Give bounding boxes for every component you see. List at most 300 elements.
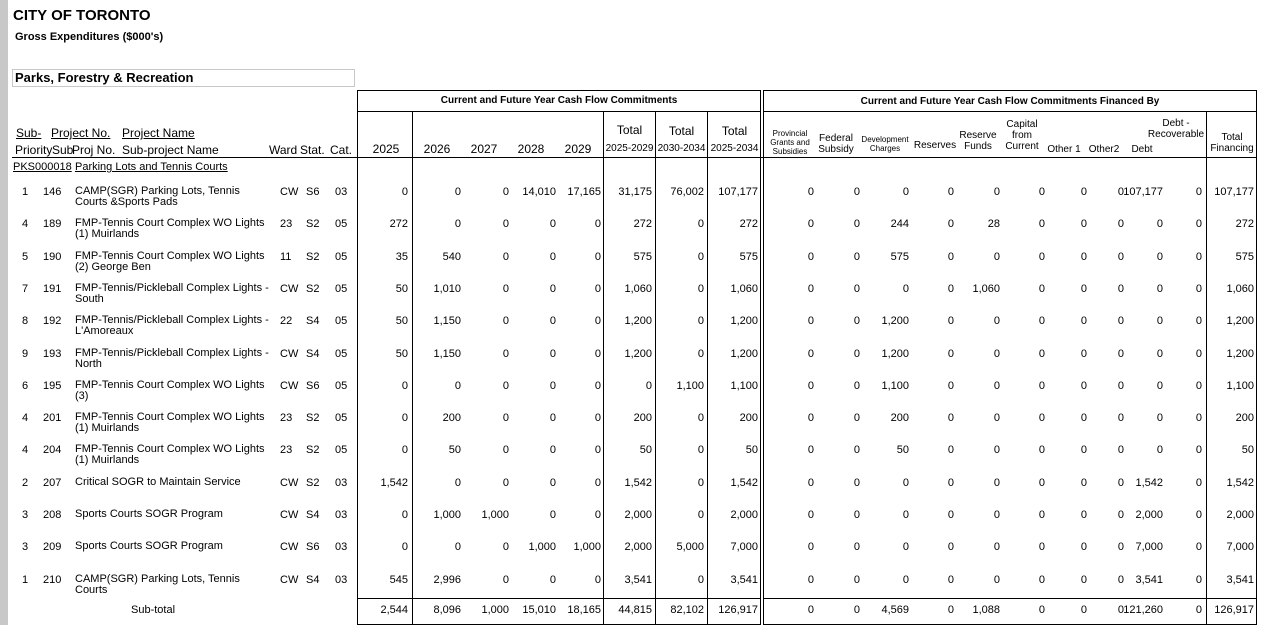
table-row xyxy=(0,444,1280,476)
debt-cell: 0 xyxy=(1156,412,1163,425)
total-2030-2034-cell: 76,002 xyxy=(670,186,704,198)
subproject-name-cell: FMP-Tennis Court Complex WO Lights (2) George Ben xyxy=(75,249,265,273)
total-2025-2029-cell: 1,200 xyxy=(624,315,652,328)
y2025-cell: 0 xyxy=(401,379,408,392)
y2029-cell: 0 xyxy=(594,250,601,263)
provincial-cell: 0 xyxy=(807,315,814,328)
provincial-cell: 0 xyxy=(807,444,814,457)
sub-no-cell: 210 xyxy=(43,573,62,586)
other2-cell: 0 xyxy=(1117,282,1124,295)
other1-cell: 0 xyxy=(1080,509,1087,521)
capital-from-current-cell: 0 xyxy=(1038,573,1045,586)
total-financing-cell: 200 xyxy=(1235,412,1254,425)
other1-cell: 0 xyxy=(1080,444,1087,457)
ward-cell: 11 xyxy=(280,250,292,263)
other2-cell: 0 xyxy=(1117,476,1124,489)
y2026-cell: 200 xyxy=(442,412,461,425)
total-financing-cell: 50 xyxy=(1241,444,1254,457)
cat-header: Cat. xyxy=(330,143,353,157)
reserves-subtotal: 0 xyxy=(947,604,954,616)
total-2025-2029-cell: 50 xyxy=(639,444,652,457)
y2027-cell: 0 xyxy=(502,541,509,554)
federal-cell: 0 xyxy=(853,379,860,392)
capital-from-current-cell: 0 xyxy=(1038,315,1045,328)
development-cell: 0 xyxy=(902,509,909,521)
debt-cell: 0 xyxy=(1156,250,1163,263)
reserve-funds-cell: 0 xyxy=(993,541,1000,554)
capital-from-current-cell: 0 xyxy=(1038,282,1045,295)
y2027-cell: 0 xyxy=(502,412,509,425)
y2028-cell: 0 xyxy=(549,476,556,489)
federal-cell: 0 xyxy=(853,186,860,198)
reserve-funds-subtotal: 1,088 xyxy=(972,604,1000,616)
y2026-subtotal: 8,096 xyxy=(433,604,461,616)
development-cell: 0 xyxy=(902,573,909,586)
capital-from-current-cell: 0 xyxy=(1038,444,1045,457)
y2025-cell: 50 xyxy=(395,282,408,295)
cat-cell: 05 xyxy=(335,250,348,263)
y2025-cell: 50 xyxy=(395,347,408,360)
sub-no-cell: 208 xyxy=(43,509,62,521)
reserve-funds-cell: 0 xyxy=(993,250,1000,263)
stat-cell: S2 xyxy=(306,412,320,425)
y2026-cell: 0 xyxy=(454,476,461,489)
other2-cell: 0 xyxy=(1117,347,1124,360)
federal-subtotal: 0 xyxy=(853,604,860,616)
priority-cell: 5 xyxy=(22,250,29,263)
y2025-cell: 272 xyxy=(389,218,408,231)
reserves-header: Reserves xyxy=(913,140,957,151)
ward-cell: CW xyxy=(280,379,299,392)
reserves-cell: 0 xyxy=(947,476,954,489)
cat-cell: 05 xyxy=(335,444,348,457)
y2028-cell: 1,000 xyxy=(528,541,556,554)
total-2030-2034-cell: 0 xyxy=(697,218,704,231)
sub-col-header: Sub xyxy=(52,143,74,157)
development-cell: 244 xyxy=(890,218,909,231)
reserves-cell: 0 xyxy=(947,541,954,554)
total-financing-cell: 1,200 xyxy=(1226,347,1254,360)
stat-cell: S2 xyxy=(306,282,320,295)
stat-cell: S4 xyxy=(306,315,320,328)
project-no-header: Project No. xyxy=(51,126,111,140)
table-row xyxy=(0,348,1280,380)
other2-cell: 0 xyxy=(1117,186,1124,198)
reserves-cell: 0 xyxy=(947,250,954,263)
y2028-cell: 0 xyxy=(549,444,556,457)
total-financing-cell: 1,100 xyxy=(1226,379,1254,392)
total-2025-2029-cell: 0 xyxy=(645,379,652,392)
federal-cell: 0 xyxy=(853,347,860,360)
federal-cell: 0 xyxy=(853,412,860,425)
federal-cell: 0 xyxy=(853,218,860,231)
debt-recoverable-cell: 0 xyxy=(1195,282,1202,295)
year-2028-header: 2028 xyxy=(517,142,545,156)
table-row xyxy=(0,412,1280,444)
total-2025-2029-cell: 2,000 xyxy=(624,541,652,554)
subproject-name-cell: FMP-Tennis/Pickleball Complex Lights - South xyxy=(75,281,269,305)
y2027-cell: 0 xyxy=(502,573,509,586)
total-2025-2029-cell: 31,175 xyxy=(618,186,652,198)
total-2025-2029-header: Total xyxy=(616,123,643,137)
development-cell: 0 xyxy=(902,282,909,295)
y2028-subtotal: 15,010 xyxy=(522,604,556,616)
table-row xyxy=(0,315,1280,347)
priority-cell: 4 xyxy=(22,444,29,457)
reserves-cell: 0 xyxy=(947,444,954,457)
debt-recoverable-cell: 0 xyxy=(1195,315,1202,328)
stat-cell: S4 xyxy=(306,573,320,586)
priority-cell: 3 xyxy=(22,509,29,521)
ward-cell: CW xyxy=(280,186,299,198)
total-2025-2034-cell: 7,000 xyxy=(730,541,758,554)
y2026-cell: 540 xyxy=(442,250,461,263)
y2028-cell: 0 xyxy=(549,250,556,263)
total-2025-2029-cell: 272 xyxy=(633,218,652,231)
y2025-cell: 0 xyxy=(401,444,408,457)
other1-cell: 0 xyxy=(1080,250,1087,263)
total-2030-2034-cell: 0 xyxy=(697,282,704,295)
reserve-funds-cell: 1,060 xyxy=(972,282,1000,295)
y2027-cell: 0 xyxy=(502,186,509,198)
ward-cell: CW xyxy=(280,347,299,360)
y2026-cell: 1,000 xyxy=(433,509,461,521)
proj-no-header: Proj No. xyxy=(72,143,116,157)
other2-cell: 0 xyxy=(1117,379,1124,392)
reserves-cell: 0 xyxy=(947,186,954,198)
ward-cell: CW xyxy=(280,573,299,586)
table-row xyxy=(0,541,1280,573)
table-row xyxy=(0,380,1280,412)
ward-header: Ward xyxy=(269,143,298,157)
reserves-cell: 0 xyxy=(947,573,954,586)
stat-cell: S4 xyxy=(306,347,320,360)
reserve-funds-header: Reserve Funds xyxy=(959,130,997,152)
table-row xyxy=(0,218,1280,250)
y2029-cell: 0 xyxy=(594,573,601,586)
total-2025-2029-cell: 1,200 xyxy=(624,347,652,360)
other2-cell: 0 xyxy=(1117,250,1124,263)
priority-cell: 1 xyxy=(22,573,29,586)
sub-no-cell: 192 xyxy=(43,315,62,328)
project-name-header: Project Name xyxy=(122,126,195,140)
reserve-funds-cell: 0 xyxy=(993,186,1000,198)
y2026-cell: 0 xyxy=(454,541,461,554)
other1-cell: 0 xyxy=(1080,347,1087,360)
total-2030-2034-cell: 5,000 xyxy=(676,541,704,554)
provincial-cell: 0 xyxy=(807,573,814,586)
development-cell: 575 xyxy=(890,250,909,263)
other1-cell: 0 xyxy=(1080,573,1087,586)
y2029-cell: 0 xyxy=(594,476,601,489)
other2-cell: 0 xyxy=(1117,218,1124,231)
debt-recoverable-cell: 0 xyxy=(1195,186,1202,198)
y2027-cell: 0 xyxy=(502,218,509,231)
reserves-cell: 0 xyxy=(947,315,954,328)
provincial-cell: 0 xyxy=(807,509,814,521)
total-2025-2029-range: 2025-2029 xyxy=(605,143,654,154)
total-2025-2034-cell: 3,541 xyxy=(730,573,758,586)
development-cell: 1,200 xyxy=(881,347,909,360)
y2025-cell: 0 xyxy=(401,186,408,198)
total-2025-2029-cell: 2,000 xyxy=(624,509,652,521)
total-financing-cell: 1,542 xyxy=(1226,476,1254,489)
total-2025-2034-cell: 200 xyxy=(739,412,758,425)
y2026-cell: 0 xyxy=(454,379,461,392)
provincial-cell: 0 xyxy=(807,541,814,554)
development-header: Development Charges xyxy=(861,135,909,153)
provincial-cell: 0 xyxy=(807,250,814,263)
ward-cell: 23 xyxy=(280,444,293,457)
total-2025-2029-cell: 575 xyxy=(633,250,652,263)
capital-from-current-cell: 0 xyxy=(1038,379,1045,392)
stat-cell: S4 xyxy=(306,509,320,521)
project-code: PKS000018 xyxy=(13,161,72,173)
y2026-cell: 0 xyxy=(454,186,461,198)
federal-header: Federal Subsidy xyxy=(818,133,854,155)
total-financing-subtotal: 126,917 xyxy=(1214,604,1254,616)
y2029-cell: 0 xyxy=(594,509,601,521)
y2028-cell: 0 xyxy=(549,509,556,521)
subproject-name-cell: FMP-Tennis Court Complex WO Lights (1) Muirlands xyxy=(75,217,265,241)
y2027-cell: 1,000 xyxy=(481,509,509,521)
federal-cell: 0 xyxy=(853,476,860,489)
other2-cell: 0 xyxy=(1117,412,1124,425)
total-financing-cell: 2,000 xyxy=(1226,509,1254,521)
y2025-cell: 1,542 xyxy=(380,476,408,489)
y2026-cell: 1,150 xyxy=(433,315,461,328)
y2025-subtotal: 2,544 xyxy=(380,604,408,616)
y2025-cell: 35 xyxy=(395,250,408,263)
priority-cell: 4 xyxy=(22,412,29,425)
total-2025-2034-cell: 1,200 xyxy=(730,347,758,360)
debt-cell: 0 xyxy=(1156,347,1163,360)
cat-cell: 05 xyxy=(335,379,348,392)
y2029-cell: 0 xyxy=(594,315,601,328)
sub-no-cell: 190 xyxy=(43,250,62,263)
other2-cell: 0 xyxy=(1117,509,1124,521)
federal-cell: 0 xyxy=(853,541,860,554)
y2029-cell: 1,000 xyxy=(573,541,601,554)
development-cell: 200 xyxy=(890,412,909,425)
subproject-name-cell: Sports Courts SOGR Program xyxy=(75,508,223,520)
other1-cell: 0 xyxy=(1080,282,1087,295)
cat-cell: 05 xyxy=(335,347,348,360)
total-2030-2034-subtotal: 82,102 xyxy=(670,604,704,616)
y2029-cell: 17,165 xyxy=(567,186,601,198)
total-2030-2034-range: 2030-2034 xyxy=(657,143,706,154)
subproject-name-cell: Critical SOGR to Maintain Service xyxy=(75,475,241,488)
capital-from-current-cell: 0 xyxy=(1038,509,1045,521)
y2029-cell: 0 xyxy=(594,444,601,457)
priority-cell: 8 xyxy=(22,315,29,328)
priority-cell: 9 xyxy=(22,347,29,360)
total-2025-2034-subtotal: 126,917 xyxy=(718,604,758,616)
y2027-cell: 0 xyxy=(502,282,509,295)
y2028-cell: 0 xyxy=(549,218,556,231)
development-cell: 1,200 xyxy=(881,315,909,328)
development-cell: 50 xyxy=(896,444,909,457)
other1-cell: 0 xyxy=(1080,186,1087,198)
other1-cell: 0 xyxy=(1080,218,1087,231)
debt-header: Debt xyxy=(1131,144,1153,155)
provincial-cell: 0 xyxy=(807,476,814,489)
debt-recoverable-cell: 0 xyxy=(1195,444,1202,457)
cat-cell: 05 xyxy=(335,412,348,425)
debt-recoverable-cell: 0 xyxy=(1195,379,1202,392)
cat-cell: 03 xyxy=(335,476,348,489)
project-name: Parking Lots and Tennis Courts xyxy=(75,161,228,173)
cat-cell: 03 xyxy=(335,186,348,198)
reserves-cell: 0 xyxy=(947,509,954,521)
federal-cell: 0 xyxy=(853,509,860,521)
subproject-name-cell: FMP-Tennis/Pickleball Complex Lights - North xyxy=(75,346,269,370)
total-2025-2034-range: 2025-2034 xyxy=(710,143,759,154)
development-cell: 0 xyxy=(902,476,909,489)
total-2030-2034-cell: 0 xyxy=(697,315,704,328)
ward-cell: 23 xyxy=(280,218,293,231)
reserves-cell: 0 xyxy=(947,379,954,392)
other1-subtotal: 0 xyxy=(1080,604,1087,616)
table-row xyxy=(0,574,1280,606)
table-row xyxy=(0,477,1280,509)
total-2025-2029-subtotal: 44,815 xyxy=(618,604,652,616)
ward-cell: CW xyxy=(280,509,299,521)
total-financing-cell: 7,000 xyxy=(1226,541,1254,554)
sub-no-cell: 204 xyxy=(43,444,62,457)
debt-recoverable-cell: 0 xyxy=(1195,509,1202,521)
development-cell: 0 xyxy=(902,186,909,198)
reserve-funds-cell: 28 xyxy=(987,218,1000,231)
financed-group-title: Current and Future Year Cash Flow Commitments Financed By xyxy=(860,96,1160,107)
subproject-name-cell: FMP-Tennis Court Complex WO Lights (3) xyxy=(75,378,265,402)
debt-recoverable-header: Debt - Recoverable xyxy=(1147,118,1205,140)
ward-cell: 23 xyxy=(280,412,293,425)
y2027-cell: 0 xyxy=(502,347,509,360)
development-cell: 1,100 xyxy=(881,379,909,392)
other2-cell: 0 xyxy=(1117,541,1124,554)
total-2025-2034-cell: 575 xyxy=(739,250,758,263)
other1-cell: 0 xyxy=(1080,476,1087,489)
cashflow-group-title: Current and Future Year Cash Flow Commitments xyxy=(440,95,678,106)
debt-cell: 0 xyxy=(1156,315,1163,328)
debt-cell: 1,542 xyxy=(1135,476,1163,489)
sub-no-cell: 195 xyxy=(43,379,62,392)
reserves-cell: 0 xyxy=(947,412,954,425)
total-2025-2029-cell: 200 xyxy=(633,412,652,425)
reserve-funds-cell: 0 xyxy=(993,315,1000,328)
reserve-funds-cell: 0 xyxy=(993,379,1000,392)
year-2025-header: 2025 xyxy=(372,142,400,156)
table-row xyxy=(0,251,1280,283)
capital-from-current-subtotal: 0 xyxy=(1038,604,1045,616)
year-2026-header: 2026 xyxy=(423,142,451,156)
provincial-subtotal: 0 xyxy=(807,604,814,616)
debt-recoverable-subtotal: 0 xyxy=(1195,604,1202,616)
sub-header: Sub- xyxy=(16,126,42,140)
y2026-cell: 1,150 xyxy=(433,347,461,360)
debt-cell: 7,000 xyxy=(1135,541,1163,554)
total-2030-2034-cell: 0 xyxy=(697,444,704,457)
stat-cell: S6 xyxy=(306,379,320,392)
federal-cell: 0 xyxy=(853,573,860,586)
priority-cell: 6 xyxy=(22,379,29,392)
reserves-cell: 0 xyxy=(947,282,954,295)
y2028-cell: 0 xyxy=(549,412,556,425)
provincial-cell: 0 xyxy=(807,412,814,425)
total-2030-2034-cell: 0 xyxy=(697,412,704,425)
ward-cell: CW xyxy=(280,541,299,554)
cat-cell: 03 xyxy=(335,509,348,521)
total-2025-2034-cell: 272 xyxy=(739,218,758,231)
cat-cell: 03 xyxy=(335,541,348,554)
total-2025-2034-cell: 107,177 xyxy=(718,186,758,198)
total-2025-2034-cell: 50 xyxy=(745,444,758,457)
total-2030-2034-cell: 0 xyxy=(697,573,704,586)
priority-cell: 3 xyxy=(22,541,29,554)
sub-no-cell: 146 xyxy=(43,186,62,198)
y2025-cell: 0 xyxy=(401,412,408,425)
stat-cell: S2 xyxy=(306,444,320,457)
ward-cell: CW xyxy=(280,282,299,295)
debt-cell: 0 xyxy=(1156,218,1163,231)
stat-cell: S2 xyxy=(306,250,320,263)
debt-recoverable-cell: 0 xyxy=(1195,347,1202,360)
subtotal-label: Sub-total xyxy=(131,604,176,616)
other1-cell: 0 xyxy=(1080,315,1087,328)
total-2025-2034-header: Total xyxy=(721,124,748,138)
capital-from-current-cell: 0 xyxy=(1038,541,1045,554)
total-2030-2034-header: Total xyxy=(668,124,695,138)
ward-cell: 22 xyxy=(280,315,293,328)
total-2025-2034-cell: 1,542 xyxy=(730,476,758,489)
subproject-name-cell: FMP-Tennis Court Complex WO Lights (1) Muirlands xyxy=(75,411,265,435)
cat-cell: 05 xyxy=(335,315,348,328)
capital-from-current-cell: 0 xyxy=(1038,412,1045,425)
subproject-name-cell: FMP-Tennis Court Complex WO Lights (1) Muirlands xyxy=(75,443,265,467)
priority-cell: 1 xyxy=(22,186,29,198)
reserve-funds-cell: 0 xyxy=(993,573,1000,586)
other2-cell: 0 xyxy=(1117,444,1124,457)
capital-from-current-cell: 0 xyxy=(1038,250,1045,263)
debt-cell: 0 xyxy=(1156,379,1163,392)
federal-cell: 0 xyxy=(853,282,860,295)
other1-cell: 0 xyxy=(1080,412,1087,425)
sub-no-cell: 193 xyxy=(43,347,62,360)
total-financing-header: Total Financing xyxy=(1210,132,1254,154)
y2029-cell: 0 xyxy=(594,412,601,425)
y2027-cell: 0 xyxy=(502,476,509,489)
y2025-cell: 0 xyxy=(401,509,408,521)
sub-no-cell: 209 xyxy=(43,541,62,554)
y2028-cell: 0 xyxy=(549,347,556,360)
y2025-cell: 0 xyxy=(401,541,408,554)
total-financing-cell: 575 xyxy=(1235,250,1254,263)
reserve-funds-cell: 0 xyxy=(993,444,1000,457)
total-2025-2034-cell: 2,000 xyxy=(730,509,758,521)
debt-recoverable-cell: 0 xyxy=(1195,250,1202,263)
y2028-cell: 0 xyxy=(549,282,556,295)
capital-from-current-cell: 0 xyxy=(1038,186,1045,198)
subproject-name-cell: FMP-Tennis/Pickleball Complex Lights - L'Amoreaux xyxy=(75,314,269,338)
capital-from-current-cell: 0 xyxy=(1038,476,1045,489)
other1-header: Other 1 xyxy=(1047,144,1081,155)
total-2030-2034-cell: 0 xyxy=(697,250,704,263)
development-cell: 0 xyxy=(902,541,909,554)
other2-cell: 0 xyxy=(1117,573,1124,586)
y2026-cell: 50 xyxy=(448,444,461,457)
y2027-cell: 0 xyxy=(502,250,509,263)
